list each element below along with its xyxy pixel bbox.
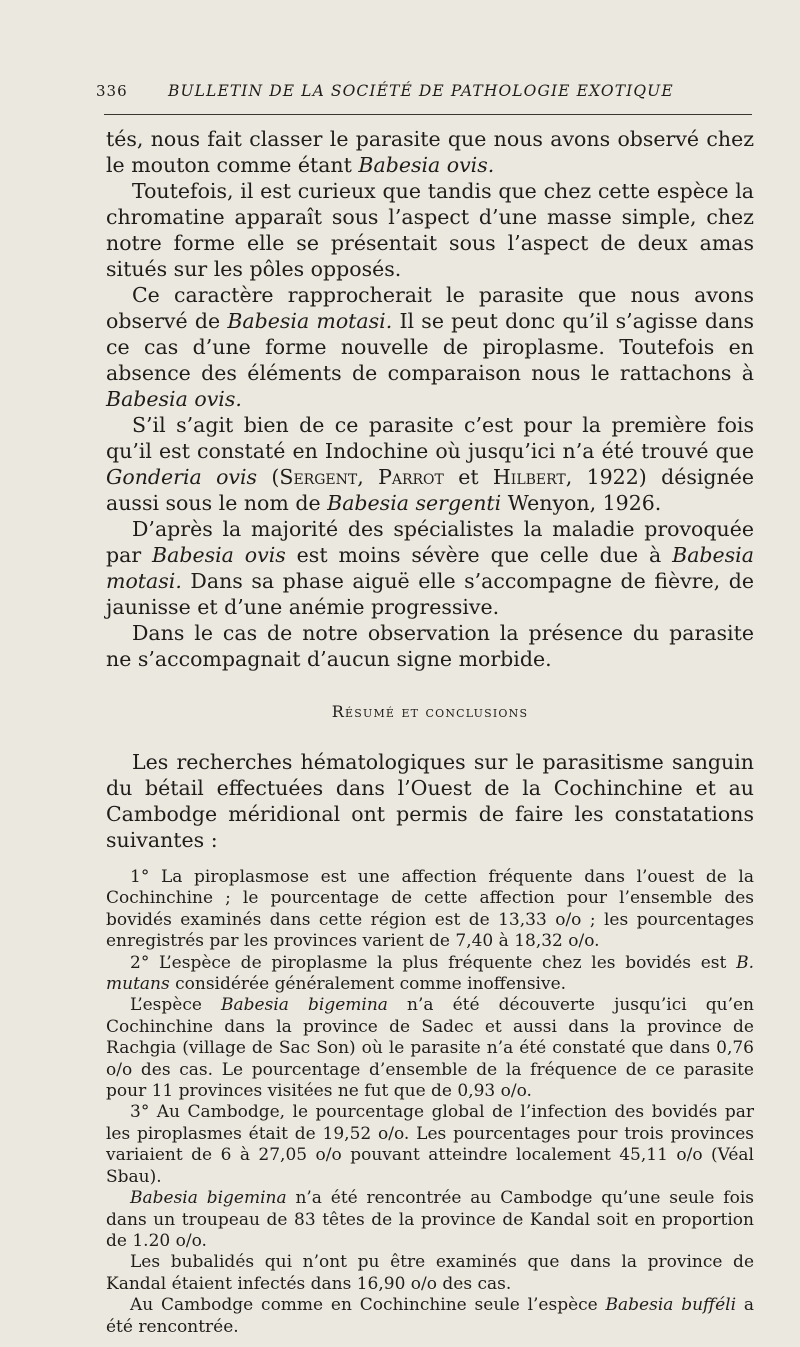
spacer (106, 853, 754, 867)
conclusion-item-3-text-a: L’espèce (130, 995, 202, 1016)
paragraph-3 (106, 282, 754, 412)
conclusions-intro (106, 749, 754, 853)
conclusion-item-4 (106, 1102, 754, 1188)
paragraph-3-species-2: Babesia ovis. (106, 387, 242, 411)
paragraph-5-text-c: Dans sa phase aiguë elle s’accompagne de fièvre, de jaunisse et d’une anémie progressive. (106, 569, 754, 619)
page-number: 336 (96, 82, 128, 100)
paragraph-2 (106, 178, 754, 282)
paragraph-3-text-b: Il se peut donc qu’il s’agisse dans ce cas d’une forme nouvelle de piroplasme. Toutefois en absence des éléments de comparaison nous le rattachons à (106, 309, 754, 385)
paragraph-5 (106, 516, 754, 620)
conclusion-item-5 (106, 1188, 754, 1252)
paragraph-4-text-d: et (458, 465, 479, 489)
author-hilbert: Hilbert (492, 465, 566, 489)
header-rule (104, 114, 752, 115)
conclusion-item-2-text-b: considérée généralement comme inoffensive. (175, 974, 567, 995)
conclusion-item-2-text-a: 2° L’espèce de piroplasme la plus fréquente chez les bovidés est (130, 952, 727, 973)
conclusion-item-3-species: Babesia bigemina (221, 995, 388, 1016)
conclusion-item-5-text: n’a été rencontrée au Cambodge qu’une seule fois dans un troupeau de 83 têtes de la province de Kandal soit en proportion de 1.20 o/o. (106, 1188, 754, 1251)
author-parrot: Parrot (378, 465, 444, 489)
paragraph-1-species: Babesia ovis. (358, 153, 495, 177)
paragraph-3-species-1: Babesia motasi. (227, 309, 393, 333)
body-text (106, 126, 754, 1338)
conclusion-item-7-text-b: a été rencontrée. (106, 1295, 754, 1337)
conclusion-item-2-species: B. mutans (106, 952, 754, 995)
paragraph-5-species-1: Babesia ovis (152, 543, 286, 567)
paragraph-4-text-a: S’il s’agit bien de ce parasite c’est pour la première fois qu’il est constaté en Indochine où jusqu’ici n’a été trouvé que (106, 413, 754, 463)
paragraph-5-text-a: D’après la majorité des spécialistes la maladie provoquée par (106, 517, 754, 567)
conclusion-item-2 (106, 953, 754, 996)
conclusion-item-6 (106, 1252, 754, 1295)
paragraph-6 (106, 620, 754, 672)
conclusion-item-3 (106, 995, 754, 1102)
paragraph-3-text-a: Ce caractère rapprocherait le parasite que nous avons observé de (106, 283, 754, 333)
paragraph-1-text: tés, nous fait classer le parasite que nous avons observé chez le mouton comme étant (106, 127, 754, 177)
paragraph-4-text-c: , (357, 465, 364, 489)
conclusion-item-6-text: Les bubalidés qui n’ont pu être examinés que dans la province de Kandal étaient infectés dans 16,90 o/o des cas. (106, 1252, 754, 1294)
conclusion-item-7-text-a: Au Cambodge comme en Cochinchine seule l’espèce (130, 1295, 598, 1316)
conclusion-item-3-text-b: n’a été découverte jusqu’ici qu’en Cochinchine dans la province de Sadec et aussi dans la province de Rachgia (village de Sac Son) où le parasite n’a été constaté que dans 0,76 o/o des cas. Le pourcentage d’ensemble de la fréquence de ce parasite pour 11 provinces visitées ne fut que de 0,93 o/o. (106, 995, 755, 1102)
running-head (96, 82, 756, 106)
paragraph-4-text-b: ( (271, 465, 280, 489)
conclusion-item-4-text: 3° Au Cambodge, le pourcentage global de l’infection des bovidés par les piroplasmes était de 19,52 o/o. Les pourcentages pour trois provinces variaient de 6 à 27,05 o/o pouvant atteindre localement 45,11 o/o (Véal Sbau). (106, 1102, 754, 1187)
conclusions-intro-text: Les recherches hématologiques sur le parasitisme sanguin du bétail effectuées dans l’Ouest de la Cochinchine et au Cambodge méridional ont permis de faire les constatations suivantes : (106, 750, 754, 852)
paragraph-4 (106, 412, 754, 516)
conclusion-item-7-species: Babesia bufféli (605, 1295, 737, 1316)
conclusion-item-7 (106, 1295, 754, 1338)
paragraph-4-text-f: Wenyon, 1926. (507, 491, 662, 515)
conclusions-list (106, 867, 754, 1338)
paragraph-2-text: Toutefois, il est curieux que tandis que chez cette espèce la chromatine apparaît sous l’aspect d’une masse simple, chez notre forme elle se présentait sous l’aspect de deux amas situés sur les pôles opposés. (106, 179, 754, 281)
paragraph-4-text-e: , 1922) désignée aussi sous le nom de (106, 465, 754, 515)
section-heading: Résumé et conclusions (331, 702, 529, 721)
paragraph-5-species-2: Babesia motasi. (106, 543, 754, 593)
paragraph-6-text: Dans le cas de notre observation la présence du parasite ne s’accompagnait d’aucun signe morbide. (106, 621, 754, 671)
paragraph-4-species-1: Gonderia ovis (106, 465, 258, 489)
author-sergent: Sergent (279, 465, 358, 489)
paragraph-1 (106, 126, 754, 178)
paragraph-5-text-b: est moins sévère que celle due à (296, 543, 662, 567)
paragraph-4-species-2: Babesia sergenti (327, 491, 502, 515)
journal-title: BULLETIN DE LA SOCIÉTÉ DE PATHOLOGIE EXOTIQUE (168, 82, 674, 100)
conclusion-item-1 (106, 867, 754, 953)
conclusion-item-5-species: Babesia bigemina (130, 1188, 287, 1209)
conclusion-item-1-text: 1° La piroplasmose est une affection fréquente dans l’ouest de la Cochinchine ; le pourcentage de cette affection pour l’ensemble des bovidés examinés dans cette région est de 13,33 o/o ; les pourcentages enregistrés par les provinces varient de 7,40 à 18,32 o/o. (106, 867, 754, 952)
